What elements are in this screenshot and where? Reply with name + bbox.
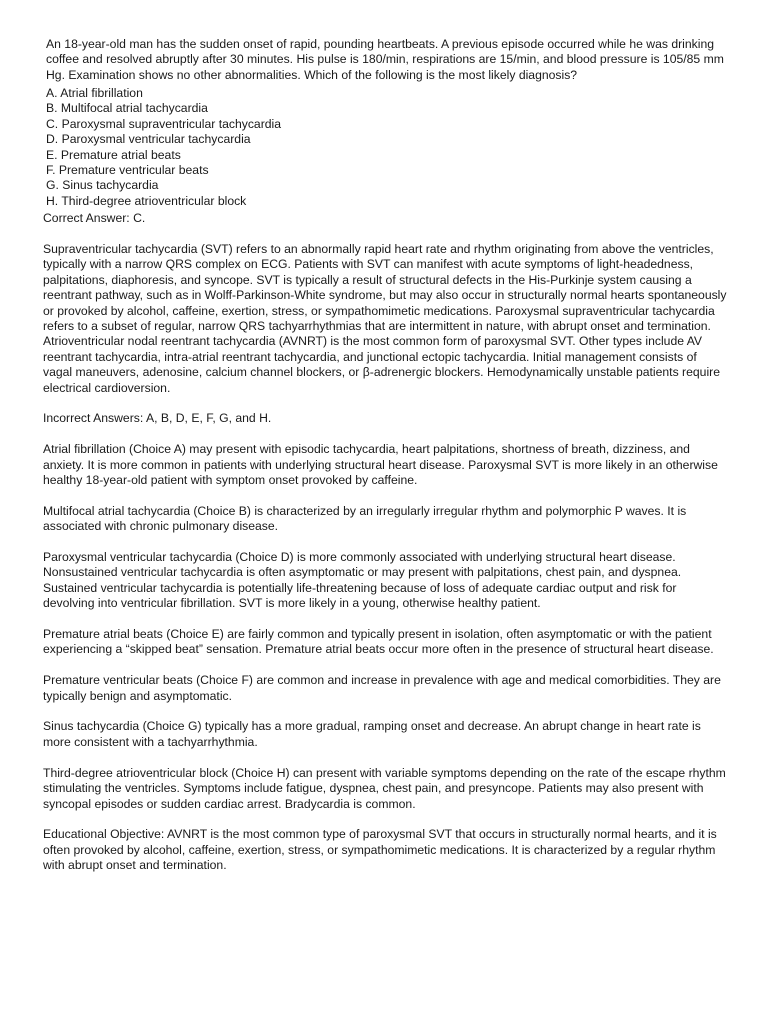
- choice-b: B. Multifocal atrial tachycardia: [46, 101, 208, 116]
- incorrect-answers-header: Incorrect Answers: A, B, D, E, F, G, and H.: [43, 411, 272, 426]
- choice-g-explanation: Sinus tachycardia (Choice G) typically has a more gradual, ramping onset and decrease. An abrupt change in heart rate is more consistent with a tachyarrhythmia.: [43, 719, 701, 749]
- choice-h: H. Third-degree atrioventricular block: [46, 193, 247, 208]
- choice-f-explanation: Premature ventricular beats (Choice F) are common and increase in prevalence with age and medical comorbidities. They are typically benign and asymptomatic.: [43, 673, 721, 703]
- choice-a: A. Atrial fibrillation: [46, 86, 143, 100]
- question-stem: An 18-year-old man has the sudden onset of rapid, pounding heartbeats. A previous episode occurred while he was drinking coffee and resolved abruptly after 30 minutes. His pulse is 180/min, respirations are 15/min, and blood pressure is 105/85 mm Hg. Examination shows no other abnormalities. Which of the following is the most likely diagnosis?: [46, 37, 724, 82]
- choice-d-explanation: Paroxysmal ventricular tachycardia (Choice D) is more commonly associated with underlying structural heart disease. Nonsustained ventricular tachycardia is often asymptomatic or may present with palpitations, chest pain, and dyspnea. Sustained ventricular tachycardia is potentially life-threatening because of loss of adequate cardiac output and risk for devolving into ventricular fibrillation. SVT is more likely in a young, otherwise healthy patient.: [43, 550, 682, 611]
- choice-e-explanation: Premature atrial beats (Choice E) are fairly common and typically present in isolation, often asymptomatic or with the patient experiencing a “skipped beat” sensation. Premature atrial beats occur more often in the presence of structural heart disease.: [43, 627, 714, 657]
- choice-e: E. Premature atrial beats: [46, 147, 181, 162]
- choice-a-explanation: Atrial fibrillation (Choice A) may present with episodic tachycardia, heart palpitations, shortness of breath, dizziness, and anxiety. It is more common in patients with underlying structural heart disease. Paroxysmal SVT is more likely in an otherwise healthy 18-year-old patient with symptom onset provoked by caffeine.: [43, 442, 718, 488]
- explanation-section: [43, 242, 727, 889]
- educational-objective: Educational Objective: AVNRT is the most common type of paroxysmal SVT that occurs in structurally normal hearts, and it is often provoked by alcohol, caffeine, exertion, stress, or sympathomimetic medications. It is characterized by a regular rhythm with abrupt onset and termination.: [43, 827, 717, 873]
- choice-c: C. Paroxysmal supraventricular tachycardia: [46, 116, 282, 131]
- choice-g: G. Sinus tachycardia: [46, 178, 159, 193]
- answer-choices-list: [46, 86, 281, 209]
- correct-answer: Correct Answer: C.: [43, 211, 146, 225]
- choice-d: D. Paroxysmal ventricular tachycardia: [46, 132, 251, 147]
- choice-b-explanation: Multifocal atrial tachycardia (Choice B) is characterized by an irregularly irregular rhythm and polymorphic P waves. It is associated with chronic pulmonary disease.: [43, 503, 687, 534]
- svt-explanation-paragraph: Supraventricular tachycardia (SVT) refers to an abnormally rapid heart rate and rhythm originating from above the ventricles, typically with a narrow QRS complex on ECG. Patients with SVT can manifest with acute symptoms of light-headedness, palpitations, diaphoresis, and syncope. SVT is typically a result of structural defects in the His-Purkinje system causing a reentrant pathway, such as in Wolff-Parkinson-White syndrome, but may also occur in structurally normal hearts spontaneously or provoked by alcohol, caffeine, exertion, stress, or sympathomimetic medications. Paroxysmal supraventricular tachycardia refers to a subset of regular, narrow QRS tachyarrhythmias that are intermittent in nature, with abrupt onset and termination. Atrioventricular nodal reentrant tachycardia (AVNRT) is the most common form of paroxysmal SVT. Other types include AV reentrant tachycardia, intra-atrial reentrant tachycardia, and junctional ectopic tachycardia. Initial management consists of vagal maneuvers, adenosine, calcium channel blockers, or β-adrenergic blockers. Hemodynamically unstable patients require electrical cardioversion.: [43, 242, 727, 395]
- choice-h-explanation: Third-degree atrioventricular block (Choice H) can present with variable symptoms depending on the rate of the escape rhythm stimulating the ventricles. Symptoms include fatigue, dyspnea, chest pain, and presyncope. Patients may also present with syncopal episodes or sudden cardiac arrest. Bradycardia is common.: [43, 765, 726, 811]
- choice-f: F. Premature ventricular beats: [46, 163, 209, 178]
